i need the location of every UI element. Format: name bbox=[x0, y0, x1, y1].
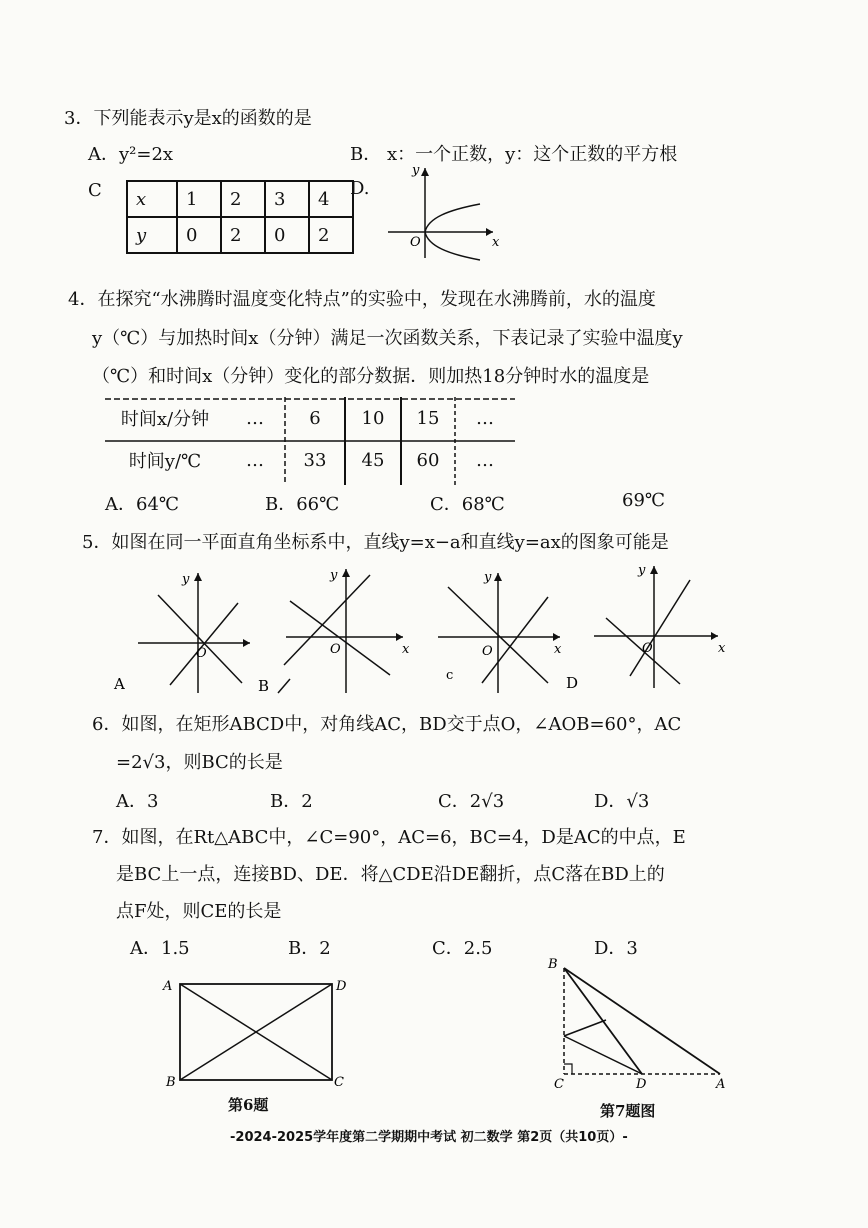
vertex-d: D bbox=[336, 979, 347, 994]
line-1 bbox=[158, 595, 242, 683]
table-cell: … bbox=[476, 449, 494, 471]
q5-graph-a bbox=[110, 565, 255, 695]
vertex-c: C bbox=[334, 1075, 344, 1090]
option-label: c bbox=[446, 668, 454, 683]
segment-de bbox=[564, 1036, 642, 1074]
table-cell: 4 bbox=[309, 181, 353, 217]
vertex-a: A bbox=[716, 1077, 726, 1092]
q4-line-3: （℃）和时间x（分钟）变化的部分数据．则加热18分钟时水的温度是 bbox=[92, 366, 650, 387]
table-cell: 33 bbox=[303, 449, 327, 471]
q6-option-d: D．√3 bbox=[594, 791, 650, 812]
q3-stem: 3．下列能表示y是x的函数的是 bbox=[64, 108, 312, 129]
q4-option-d: 69℃ bbox=[622, 490, 666, 511]
q6-option-b: B．2 bbox=[270, 791, 313, 812]
option-label: A bbox=[114, 675, 125, 693]
line-2 bbox=[630, 580, 690, 676]
q6-figure bbox=[160, 970, 370, 1110]
q7-figure bbox=[540, 950, 740, 1090]
origin-label: O bbox=[330, 642, 341, 657]
table-cell: 1 bbox=[177, 181, 221, 217]
q5-stem: 5．如图在同一平面直角坐标系中，直线y=x−a和直线y=ax的图象可能是 bbox=[82, 532, 669, 553]
curve-upper bbox=[425, 204, 480, 232]
q3-option-b: B． x：一个正数，y：这个正数的平方根 bbox=[350, 144, 678, 165]
q7-option-d: D．3 bbox=[594, 938, 638, 959]
q3-table bbox=[126, 180, 354, 254]
q7-line-3: 点F处，则CE的长是 bbox=[116, 901, 282, 922]
option-label: D bbox=[566, 674, 579, 692]
vertex-b: B bbox=[166, 1075, 176, 1090]
table-cell: … bbox=[246, 449, 264, 471]
q7-line-1: 7．如图，在Rt△ABC中，∠C=90°，AC=6，BC=4，D是AC的中点，E bbox=[92, 827, 686, 848]
line-2 bbox=[482, 597, 548, 683]
q4-option-a: A．64℃ bbox=[105, 494, 180, 515]
q3-option-c-label: C bbox=[88, 180, 102, 201]
vertex-a: A bbox=[163, 979, 173, 994]
table-cell: y bbox=[127, 217, 177, 253]
q3-option-a: A．y²=2x bbox=[88, 144, 174, 165]
y-label: y bbox=[412, 163, 420, 178]
q6-line-2: =2√3，则BC的长是 bbox=[116, 752, 283, 773]
q4-option-c: C．68℃ bbox=[430, 494, 505, 515]
y-label: y bbox=[484, 570, 492, 585]
q6-caption: 第6题 bbox=[228, 1096, 269, 1114]
q5-graph-d bbox=[566, 560, 730, 692]
x-label: x bbox=[554, 642, 562, 657]
q6-line-1: 6．如图，在矩形ABCD中，对角线AC，BD交于点O，∠AOB=60°，AC bbox=[92, 714, 682, 735]
q7-option-b: B．2 bbox=[288, 938, 331, 959]
table-row-header: 时间x/分钟 bbox=[120, 409, 210, 430]
table-cell: 2 bbox=[309, 217, 353, 253]
table-row-header: 时间y/℃ bbox=[128, 451, 202, 472]
y-label: y bbox=[638, 563, 646, 578]
table-cell: … bbox=[246, 407, 264, 429]
q4-option-b: B．66℃ bbox=[265, 494, 340, 515]
segment-ef bbox=[564, 1020, 606, 1036]
line-2 bbox=[170, 603, 238, 685]
q4-line-2: y（℃）与加热时间x（分钟）满足一次函数关系，下表记录了实验中温度y bbox=[92, 328, 683, 349]
option-label: B bbox=[258, 677, 270, 695]
q3-graph bbox=[388, 160, 508, 260]
table-cell: 15 bbox=[416, 407, 440, 429]
q5-graph-c bbox=[430, 565, 580, 695]
origin-label: O bbox=[482, 644, 493, 659]
x-label: x bbox=[492, 235, 500, 250]
table-row bbox=[127, 181, 353, 217]
origin-label: O bbox=[410, 235, 421, 250]
right-angle-mark bbox=[564, 1064, 572, 1074]
q7-option-a: A．1.5 bbox=[130, 938, 190, 959]
q7-option-c: C．2.5 bbox=[432, 938, 493, 959]
q7-line-2: 是BC上一点，连接BD、DE．将△CDE沿DE翻折，点C落在BD上的 bbox=[116, 864, 665, 885]
origin-label: O bbox=[642, 641, 653, 656]
origin-label: O bbox=[196, 646, 207, 661]
q6-option-a: A．3 bbox=[116, 791, 159, 812]
x-label: x bbox=[402, 642, 410, 657]
q4-table bbox=[105, 397, 515, 481]
line-2 bbox=[290, 601, 390, 675]
table-cell: 10 bbox=[361, 407, 385, 429]
table-cell: … bbox=[476, 407, 494, 429]
vertex-b: B bbox=[548, 957, 558, 972]
table-cell: 2 bbox=[221, 217, 265, 253]
table-row bbox=[105, 397, 515, 439]
vertex-d: D bbox=[636, 1077, 647, 1092]
curve-lower bbox=[425, 232, 480, 260]
y-label: y bbox=[330, 568, 338, 583]
q4-line-1: 4．在探究“水沸腾时温度变化特点”的实验中，发现在水沸腾前，水的温度 bbox=[68, 289, 656, 310]
table-cell: 3 bbox=[265, 181, 309, 217]
table-cell: x bbox=[127, 181, 177, 217]
y-label: y bbox=[182, 572, 190, 587]
table-cell: 6 bbox=[309, 407, 321, 429]
y-arrow-icon bbox=[421, 168, 429, 176]
vertex-c: C bbox=[554, 1077, 564, 1092]
table-row bbox=[105, 439, 515, 481]
q3-option-d-label: D. bbox=[350, 178, 370, 199]
q7-caption: 第7题图 bbox=[600, 1102, 656, 1120]
table-cell: 60 bbox=[416, 449, 440, 471]
x-label: x bbox=[718, 641, 726, 656]
table-row bbox=[127, 217, 353, 253]
q5-graph-b bbox=[258, 565, 408, 695]
table-cell: 45 bbox=[361, 449, 385, 471]
table-cell: 2 bbox=[221, 181, 265, 217]
table-cell: 0 bbox=[265, 217, 309, 253]
side-ab bbox=[564, 968, 720, 1074]
table-cell: 0 bbox=[177, 217, 221, 253]
page-footer: -2024-2025学年度第二学期期中考试 初二数学 第2页（共10页）- bbox=[230, 1130, 628, 1145]
q6-option-c: C．2√3 bbox=[438, 791, 505, 812]
